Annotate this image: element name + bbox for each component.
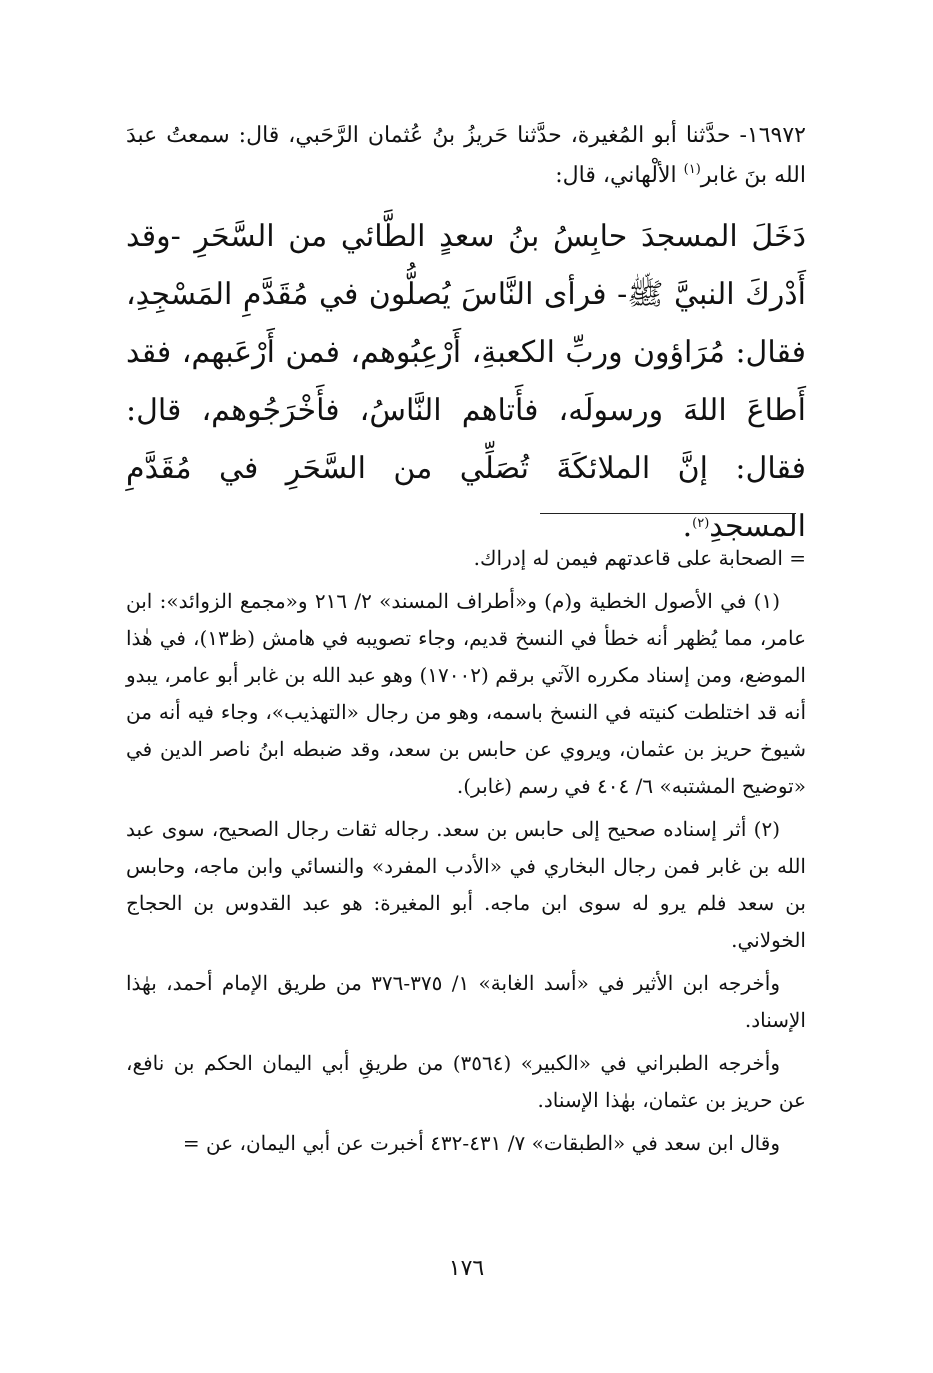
footnote-2-takhrij-3: وقال ابن سعد في «الطبقات» ٧/ ٤٣١-٤٣٢ أخبرت عن أبي اليمان، عن = [182, 1131, 780, 1155]
footnote-ref-2: (٢) [692, 516, 710, 531]
footnote-1: (١) في الأصول الخطية و(م) و«أطراف المسند» ٢/ ٢١٦ و«مجمع الزوائد»: ابن عامر، مما يُظهر أنه خطأ في النسخ قديم، وجاء تصويبه في هامش (ظ١٣)، في هٰذا الموضع، ومن إسناد مكرره الآتي برقم (١٧٠٠٢) وهو عبد الله بن غابر أبو عامر، يبدو أنه قد اختلطت كنيته في النسخ باسمه، وهو من رجال «التهذيب»، وجاء فيه أنه من شيوخ حريز بن عثمان، ويروي عن حابس بن سعد، وقد ضبطه ابنُ ناصر الدين في «توضيح المشتبه» ٦/ ٤٠٤ في رسم (غابر). [126, 589, 806, 798]
footnote-continuation: = الصحابة على قاعدتهم فيمن له إدراك. [473, 546, 806, 570]
footnote-divider [540, 513, 796, 514]
footnote-2-takhrij-1: وأخرجه ابن الأثير في «أسد الغابة» ١/ ٣٧٥-٣٧٦ من طريق الإمام أحمد، بهٰذا الإسناد. [126, 971, 806, 1032]
footnotes-section [126, 540, 806, 1168]
footnote-2-takhrij-2: وأخرجه الطبراني في «الكبير» (٣٥٦٤) من طريقِ أبي اليمان الحكم بن نافع، عن حريز بن عثمان، بهٰذا الإسناد. [126, 1051, 806, 1112]
hadith-header [126, 116, 806, 196]
hadith-text: دَخَلَ المسجدَ حابِسُ بنُ سعدٍ الطَّائي من السَّحَرِ -وقد أَدْركَ النبيَّ ﷺ- فرأى النَّاسَ يُصلُّون في مُقَدَّمِ المَسْجِدِ، فقال: مُرَاؤون وربِّ الكعبةِ، أَرْعِبُوهم، فمن أَرْعَبهم، فقد أَطاعَ اللهَ ورسولَه، فأَتاهم النَّاسُ، فأَخْرَجُوهم، قال: فقال: إنَّ الملائكَةَ تُصَلِّي من السَّحَرِ في مُقَدَّمِ المسجدِ [126, 219, 806, 544]
hadith-isnad-end: الألْهاني، قال: [555, 163, 684, 188]
page-number: ١٧٦ [448, 1256, 485, 1281]
hadith-isnad: ١٦٩٧٢- حدَّثنا أبو المُغيرة، حدَّثنا حَريزُ بنُ عُثمان الرَّحَبي، قال: سمعتُ عبدَ الله بنَ غابر [126, 123, 806, 188]
hadith-end-mark: . [682, 509, 693, 544]
hadith-matn [126, 208, 806, 556]
footnote-2: (٢) أثر إسناده صحيح إلى حابس بن سعد. رجاله ثقات رجال الصحيح، سوى عبد الله بن غابر فمن رجال البخاري في «الأدب المفرد» والنسائي وابن ماجه، وحابس بن سعد فلم يرو له سوى ابن ماجه. أبو المغيرة: هو عبد القدوس بن الحجاج الخولاني. [126, 817, 806, 952]
footnote-ref-1: (١) [683, 162, 701, 177]
